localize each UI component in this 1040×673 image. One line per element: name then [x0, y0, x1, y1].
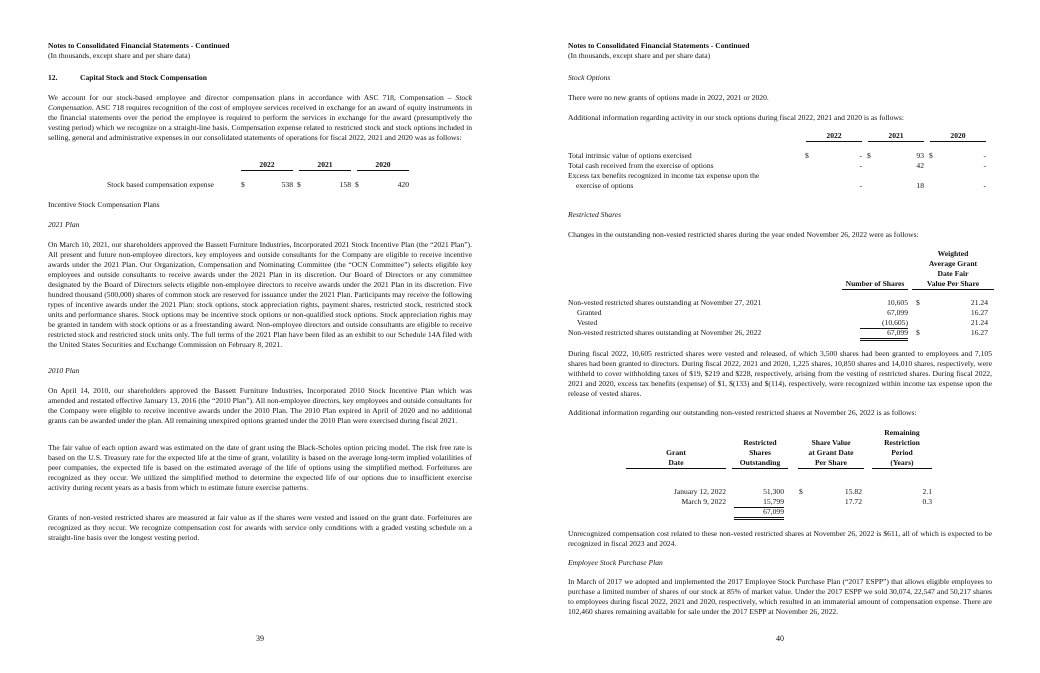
section-number: 12.: [48, 73, 58, 82]
options-currency: $: [867, 151, 871, 160]
grant-value-header: Per Share: [798, 458, 864, 469]
restricted-value-header-line: Average Grant: [928, 259, 978, 268]
comp-currency: $: [297, 180, 301, 189]
options-year-header: 2022: [806, 131, 862, 142]
grant-period-header: (Years): [872, 458, 932, 469]
stock-options-heading: Stock Options: [568, 73, 611, 82]
fair-value-paragraph: The fair value of each option award was estimated on the date of grant using the Black-Scholes option pricing model. The risk free rate is based on the U.S. Treasury rate for the expected life at the time of grant, volatility is based on the average long-term implied volatilities of peer companies, the expected life is based on the estimated average of the life of options using the simplified method. Forfeitures are recognized as they occur. We utilized the simplified method to determine the expected life of our options due to insufficient exercise activity during recent years as a basis from which to estimate future exercise patterns.: [48, 443, 472, 492]
options-currency: $: [805, 151, 809, 160]
restricted-currency: $: [916, 298, 920, 307]
options-value: -: [983, 181, 986, 190]
grant-date: January 12, 2022: [673, 487, 726, 496]
options-value: -: [859, 151, 862, 160]
grant-period-header: Period: [891, 448, 913, 457]
restricted-value: 21.24: [970, 318, 988, 327]
grant-period: 2.1: [922, 487, 932, 496]
grant-date: March 9, 2022: [681, 497, 726, 506]
restricted-heading: Restricted Shares: [568, 210, 622, 219]
options-value: 18: [916, 181, 924, 190]
restricted-currency: $: [916, 328, 920, 337]
left-header-title: Notes to Consolidated Financial Statements - Continued: [48, 41, 230, 50]
additional-info-paragraph: Additional information regarding activity in our stock options during fiscal 2022, 2021 and 2020 is as follows:: [568, 113, 904, 122]
plan-2010-heading: 2010 Plan: [48, 366, 80, 375]
comp-row-label: Stock based compensation expense: [107, 180, 214, 189]
restricted-row-label: Granted: [577, 308, 602, 317]
comp-currency: $: [355, 180, 359, 189]
comp-value: 158: [339, 180, 351, 189]
grants-paragraph: Grants of non-vested restricted shares are measured at fair value as if the shares were vested and issued on the grant date. Forfeitures are recognized as they occur. We recognize compensation cost for awards with service only conditions with a graded vesting schedule on a straight-line basis over the longest vesting period.: [48, 513, 472, 542]
restricted-row-label: Non-vested restricted shares outstanding at November 26, 2022: [568, 328, 762, 337]
restricted-row-label: Non-vested restricted shares outstanding at November 27, 2021: [568, 298, 762, 307]
vested-paragraph: During fiscal 2022, 10,605 restricted shares were vested and released, of which 3,500 shares had been granted to employees and 7,105 shares had been granted to directors. During fiscal 2022, 2021 and 2020, 1,225 shares, 10,850 shares and 14,010 shares, respectively, were withheld to cover withholding taxes of $19, $219 and $228, respectively, arising from the vesting of restricted shares. During fiscal 2022, 2021 and 2020, excess tax benefits (expense) of $1, $(133) and $(114), respectively, were recognized within income tax expense upon the release of vested shares.: [568, 349, 992, 398]
no-grants-paragraph: There were no new grants of options made in 2022, 2021 or 2020.: [568, 93, 769, 102]
grant-date-header: Date: [626, 458, 726, 469]
options-value: -: [983, 151, 986, 160]
restricted-shares: (10,605): [860, 318, 908, 329]
espp-heading: Employee Stock Purchase Plan: [568, 558, 663, 567]
restricted-shares: 67,099: [860, 328, 908, 341]
grant-value-header: at Grant Date: [808, 448, 854, 457]
page-number: 39: [256, 634, 264, 643]
grant-total: 67,099: [734, 507, 784, 520]
restricted-value-header-line: Date Fair: [937, 269, 969, 278]
grant-period-header: Remaining: [884, 428, 920, 437]
options-row-label: Total intrinsic value of options exercised: [568, 151, 692, 160]
incentive-heading: Incentive Stock Compensation Plans: [48, 200, 160, 209]
plan-2010-paragraph: On April 14, 2010, our shareholders approved the Bassett Furniture Industries, Incorporated 2010 Stock Incentive Plan which was amended and restated effective January 13, 2016 (the “2010 Plan”). All non-employee directors, key employees and outside consultants for the Company were eligible to receive incentive awards under the 2010 Plan. The 2010 Plan expired in April of 2020 and no additional grants can be awarded under the plan. All remaining unexpired options granted under the 2010 Plan were exercised during fiscal 2021.: [48, 386, 472, 425]
restricted-value: 16.27: [970, 308, 988, 317]
grant-currency: $: [799, 487, 803, 496]
grant-shares-header: Outstanding: [732, 458, 788, 469]
grant-period-header: Restriction: [884, 438, 920, 447]
grant-shares: 51,300: [763, 487, 784, 496]
options-value: -: [859, 181, 862, 190]
comp-year-header: 2021: [299, 160, 351, 171]
options-value: -: [983, 161, 986, 170]
page-number: 40: [776, 634, 784, 643]
changes-paragraph: Changes in the outstanding non-vested restricted shares during the year ended November 26, 2022 were as follows:: [568, 230, 919, 239]
unrecognized-paragraph: Unrecognized compensation cost related to these non-vested restricted shares at November 26, 2022 is $611, all of which is expected to be recognized in fiscal 2023 and 2024.: [568, 529, 992, 548]
grant-value: 15.82: [844, 487, 862, 496]
restricted-value-header-line: Weighted: [937, 249, 969, 258]
options-year-header: 2020: [930, 131, 986, 142]
left-header-sub: (In thousands, except share and per share data): [48, 51, 191, 60]
restricted-shares: 10,605: [887, 298, 908, 307]
options-value: -: [859, 161, 862, 170]
restricted-value: 16.27: [970, 328, 988, 337]
grant-value: 17.72: [844, 497, 862, 506]
restricted-shares: 67,099: [887, 308, 908, 317]
right-page: [520, 0, 1040, 673]
grant-period: 0.3: [922, 497, 932, 506]
comp-value: 420: [397, 180, 409, 189]
restricted-row-label: Vested: [577, 318, 598, 327]
options-year-header: 2021: [868, 131, 924, 142]
grant-shares-header: Shares: [749, 448, 771, 457]
options-row-label: Total cash received from the exercise of options: [568, 161, 714, 170]
right-header-sub: (In thousands, except share and per share data): [568, 51, 711, 60]
comp-year-header: 2022: [241, 160, 293, 171]
options-value: 93: [916, 151, 924, 160]
restricted-shares-header: Number of Shares: [842, 279, 908, 290]
outstanding-paragraph: Additional information regarding our outstanding non-vested restricted shares at November 26, 2022 is as follows:: [568, 408, 917, 417]
options-row-label: Excess tax benefits recognized in income tax expense upon the: [568, 171, 760, 180]
espp-paragraph: In March of 2017 we adopted and implemented the 2017 Employee Stock Purchase Plan (“2017 ESPP”) that allows eligible employees to purchase a limited number of shares of our stock at 85% of market value. Under the 2017 ESPP we sold 30,074, 22,547 and 50,217 shares to employees during fiscal 2022, 2021 and 2020, respectively, which resulted in an immaterial amount of compensation expense. There are 102,460 shares remaining available for sale under the 2017 ESPP at November 26, 2022.: [568, 577, 992, 616]
restricted-value-header-line: Value Per Share: [912, 279, 994, 290]
options-row-label-cont: exercise of options: [576, 181, 634, 190]
grant-shares-header: Restricted: [743, 438, 777, 447]
options-value: 42: [916, 161, 924, 170]
options-currency: $: [929, 151, 933, 160]
grant-date-header: Grant: [666, 448, 686, 457]
right-header-title: Notes to Consolidated Financial Statements - Continued: [568, 41, 750, 50]
comp-value: 538: [281, 180, 293, 189]
grant-shares: 15,799: [734, 497, 784, 508]
intro-paragraph: We account for our stock-based employee and director compensation plans in accordance with ASC 718, Compensation – Stock Compensation. ASC 718 requires recognition of the cost of employee services received in exchange for an award of equity instruments in the financial statements over the period the employee is required to perform the services in exchange for the award (presumptively the vesting period) which we recognize on a straight-line basis. Compensation expense related to restricted stock and stock options included in selling, general and administrative expenses in our consolidated statements of operations for fiscal 2022, 2021 and 2020 was as follows:: [48, 93, 472, 142]
section-title: Capital Stock and Stock Compensation: [80, 73, 208, 82]
plan-2021-paragraph: On March 10, 2021, our shareholders approved the Bassett Furniture Industries, Incorporated 2021 Stock Incentive Plan (the “2021 Plan”). All present and future non-employee directors, key employees and outside consultants for the Company are eligible to receive incentive awards under the 2021 Plan. Our Organization, Compensation and Nominating Committee (the “OCN Committee”) selects eligible key employees and outside consultants to receive awards under the 2021 Plan in its discretion. Our Board of Directors or any committee designated by the Board of Directors selects eligible non-employee directors to receive awards under the 2021 Plan in its discretion. Five hundred thousand (500,000) shares of common stock are reserved for issuance under the 2021 Plan. Participants may receive the following types of incentive awards under the 2021 Plan: stock options, stock appreciation rights, payment shares, restricted stock, restricted stock units and performance shares. Stock options may be incentive stock options or non-qualified stock options. Stock appreciation rights may be granted in tandem with stock options or as a freestanding award. Non-employee directors and outside consultants are eligible to receive restricted stock and restricted stock units only. The full terms of the 2021 Plan have been filed as an exhibit to our Schedule 14A filed with the United States Securities and Exchange Commission on February 8, 2021.: [48, 240, 472, 349]
comp-year-header: 2020: [357, 160, 409, 171]
restricted-value: 21.24: [970, 298, 988, 307]
grant-value-header: Share Value: [811, 438, 851, 447]
plan-2021-heading: 2021 Plan: [48, 220, 80, 229]
comp-currency: $: [241, 180, 245, 189]
